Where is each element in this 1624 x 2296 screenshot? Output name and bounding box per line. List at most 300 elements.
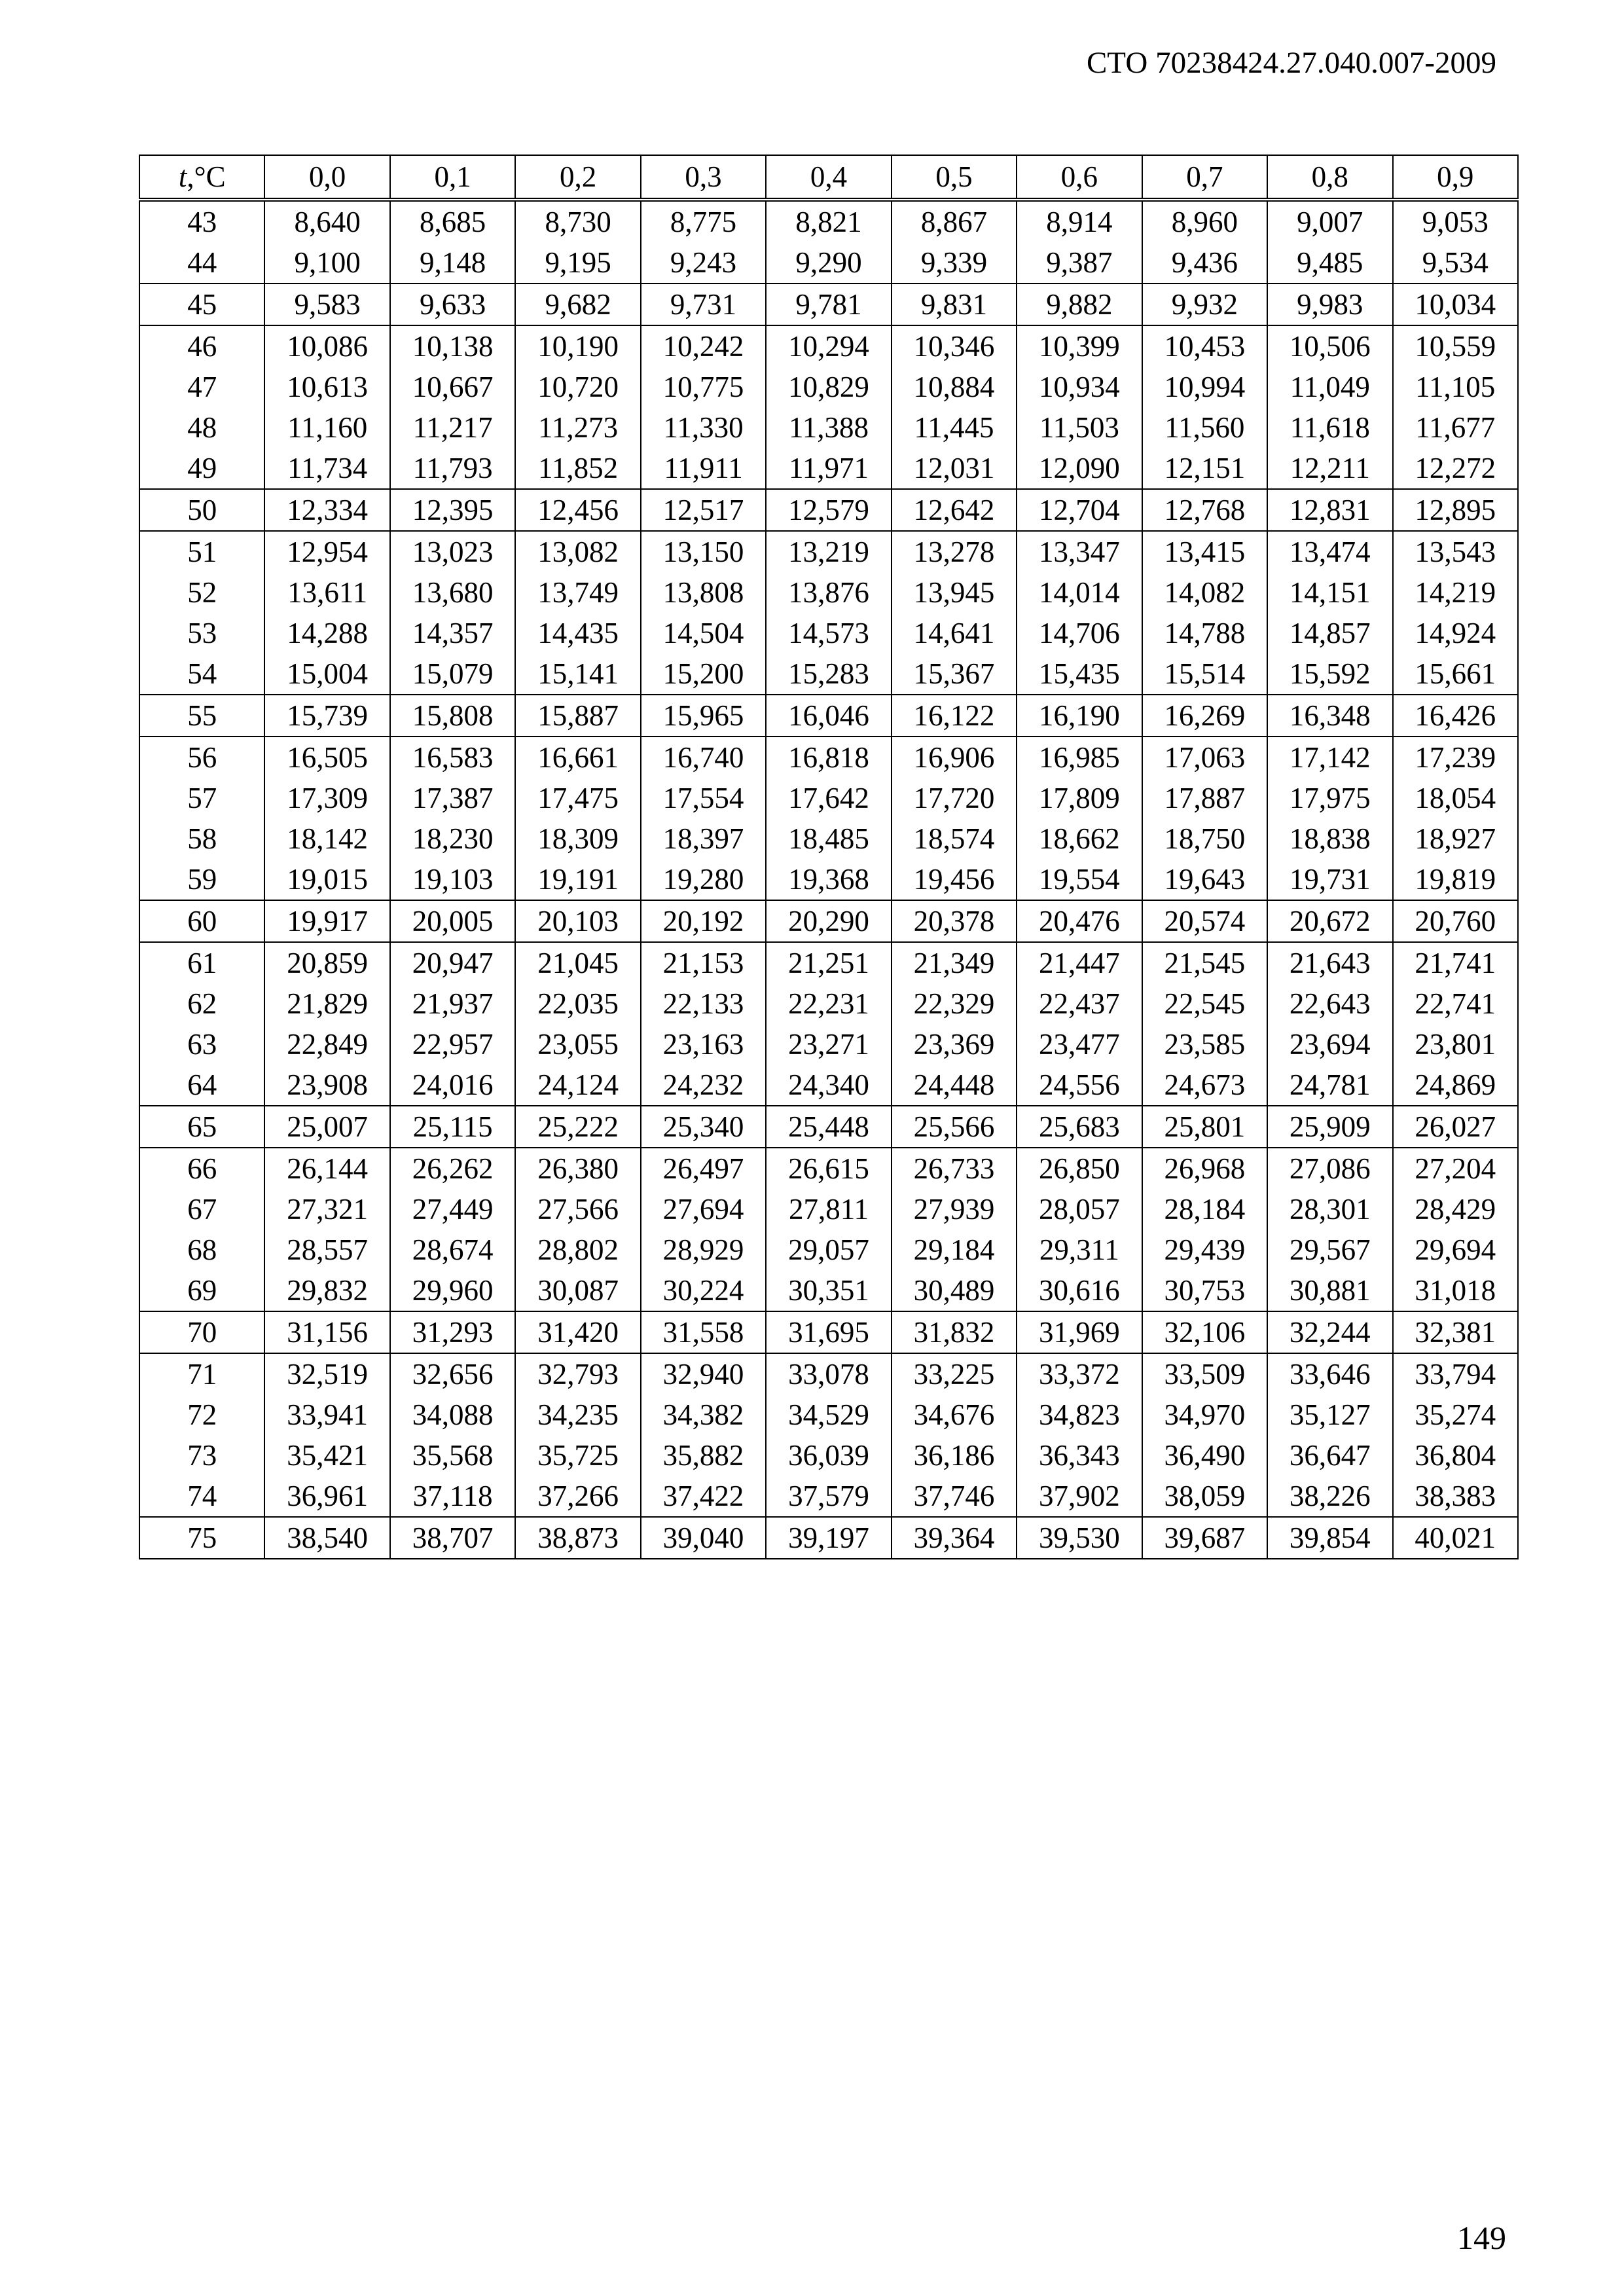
value-cell: 12,456 <box>515 489 640 531</box>
value-cell: 38,226 <box>1267 1476 1392 1517</box>
value-cell: 32,656 <box>390 1353 515 1394</box>
value-cell: 16,740 <box>641 737 766 778</box>
table-row <box>139 283 1518 325</box>
value-cell: 11,217 <box>390 407 515 448</box>
value-cell: 34,382 <box>641 1394 766 1435</box>
value-cell: 16,269 <box>1142 695 1267 737</box>
value-cell: 23,271 <box>766 1024 891 1065</box>
value-cell: 14,641 <box>892 613 1017 653</box>
value-cell: 8,914 <box>1017 200 1142 242</box>
value-cell: 26,027 <box>1393 1106 1518 1148</box>
value-cell: 24,448 <box>892 1065 1017 1106</box>
value-cell: 10,994 <box>1142 367 1267 407</box>
value-cell: 12,642 <box>892 489 1017 531</box>
value-cell: 22,741 <box>1393 983 1518 1024</box>
value-cell: 12,895 <box>1393 489 1518 531</box>
table-body <box>139 200 1518 1559</box>
temperature-cell: 43 <box>139 200 264 242</box>
value-cell: 16,046 <box>766 695 891 737</box>
value-cell: 30,616 <box>1017 1270 1142 1311</box>
value-cell: 14,014 <box>1017 572 1142 613</box>
value-cell: 9,007 <box>1267 200 1392 242</box>
value-cell: 36,961 <box>264 1476 389 1517</box>
value-cell: 28,674 <box>390 1230 515 1270</box>
value-cell: 29,439 <box>1142 1230 1267 1270</box>
value-cell: 14,857 <box>1267 613 1392 653</box>
temperature-cell: 68 <box>139 1230 264 1270</box>
temperature-cell: 63 <box>139 1024 264 1065</box>
value-cell: 19,280 <box>641 859 766 900</box>
value-cell: 12,579 <box>766 489 891 531</box>
header-column: 0,3 <box>641 155 766 200</box>
value-cell: 22,035 <box>515 983 640 1024</box>
value-cell: 21,741 <box>1393 942 1518 983</box>
value-cell: 10,829 <box>766 367 891 407</box>
value-cell: 19,917 <box>264 900 389 942</box>
value-cell: 19,731 <box>1267 859 1392 900</box>
value-cell: 17,554 <box>641 778 766 818</box>
value-cell: 30,489 <box>892 1270 1017 1311</box>
value-cell: 16,985 <box>1017 737 1142 778</box>
table-row <box>139 1311 1518 1353</box>
value-cell: 10,242 <box>641 325 766 367</box>
value-cell: 12,151 <box>1142 448 1267 489</box>
value-cell: 8,685 <box>390 200 515 242</box>
value-cell: 15,592 <box>1267 653 1392 695</box>
value-cell: 17,720 <box>892 778 1017 818</box>
value-cell: 21,829 <box>264 983 389 1024</box>
table-row <box>139 1517 1518 1559</box>
header-column: 0,1 <box>390 155 515 200</box>
value-cell: 36,804 <box>1393 1435 1518 1476</box>
value-cell: 27,449 <box>390 1189 515 1230</box>
value-cell: 12,211 <box>1267 448 1392 489</box>
value-cell: 26,615 <box>766 1148 891 1189</box>
value-cell: 36,186 <box>892 1435 1017 1476</box>
value-cell: 16,426 <box>1393 695 1518 737</box>
temperature-cell: 64 <box>139 1065 264 1106</box>
value-cell: 34,088 <box>390 1394 515 1435</box>
temperature-cell: 75 <box>139 1517 264 1559</box>
value-cell: 18,230 <box>390 818 515 859</box>
value-cell: 12,831 <box>1267 489 1392 531</box>
value-cell: 8,775 <box>641 200 766 242</box>
value-cell: 16,122 <box>892 695 1017 737</box>
value-cell: 16,661 <box>515 737 640 778</box>
value-cell: 10,453 <box>1142 325 1267 367</box>
table-row <box>139 1189 1518 1230</box>
table-row <box>139 200 1518 242</box>
value-cell: 32,519 <box>264 1353 389 1394</box>
value-cell: 39,687 <box>1142 1517 1267 1559</box>
value-cell: 12,954 <box>264 531 389 572</box>
value-cell: 34,823 <box>1017 1394 1142 1435</box>
value-cell: 13,808 <box>641 572 766 613</box>
values-table <box>139 155 1519 1559</box>
value-cell: 29,057 <box>766 1230 891 1270</box>
value-cell: 14,219 <box>1393 572 1518 613</box>
value-cell: 28,802 <box>515 1230 640 1270</box>
value-cell: 9,195 <box>515 242 640 283</box>
value-cell: 29,960 <box>390 1270 515 1311</box>
value-cell: 36,647 <box>1267 1435 1392 1476</box>
value-cell: 39,197 <box>766 1517 891 1559</box>
value-cell: 15,435 <box>1017 653 1142 695</box>
value-cell: 15,965 <box>641 695 766 737</box>
value-cell: 22,231 <box>766 983 891 1024</box>
value-cell: 12,704 <box>1017 489 1142 531</box>
value-cell: 24,340 <box>766 1065 891 1106</box>
value-cell: 37,118 <box>390 1476 515 1517</box>
value-cell: 25,566 <box>892 1106 1017 1148</box>
value-cell: 8,867 <box>892 200 1017 242</box>
value-cell: 32,244 <box>1267 1311 1392 1353</box>
value-cell: 10,086 <box>264 325 389 367</box>
value-cell: 11,160 <box>264 407 389 448</box>
temperature-cell: 44 <box>139 242 264 283</box>
value-cell: 26,850 <box>1017 1148 1142 1189</box>
value-cell: 17,387 <box>390 778 515 818</box>
value-cell: 11,049 <box>1267 367 1392 407</box>
value-cell: 33,372 <box>1017 1353 1142 1394</box>
table-row <box>139 1230 1518 1270</box>
table-row <box>139 531 1518 572</box>
value-cell: 9,731 <box>641 283 766 325</box>
value-cell: 34,235 <box>515 1394 640 1435</box>
value-cell: 12,090 <box>1017 448 1142 489</box>
value-cell: 10,559 <box>1393 325 1518 367</box>
value-cell: 24,781 <box>1267 1065 1392 1106</box>
value-cell: 14,573 <box>766 613 891 653</box>
value-cell: 11,330 <box>641 407 766 448</box>
value-cell: 11,852 <box>515 448 640 489</box>
table-row <box>139 448 1518 489</box>
value-cell: 29,567 <box>1267 1230 1392 1270</box>
header-column: 0,6 <box>1017 155 1142 200</box>
value-cell: 20,290 <box>766 900 891 942</box>
value-cell: 20,947 <box>390 942 515 983</box>
value-cell: 9,583 <box>264 283 389 325</box>
value-cell: 25,448 <box>766 1106 891 1148</box>
value-cell: 13,023 <box>390 531 515 572</box>
table-row <box>139 613 1518 653</box>
value-cell: 20,005 <box>390 900 515 942</box>
document-code-header: СТО 70238424.27.040.007-2009 <box>1086 46 1496 80</box>
value-cell: 21,937 <box>390 983 515 1024</box>
value-cell: 22,849 <box>264 1024 389 1065</box>
table-row <box>139 695 1518 737</box>
value-cell: 36,343 <box>1017 1435 1142 1476</box>
value-cell: 12,395 <box>390 489 515 531</box>
value-cell: 39,364 <box>892 1517 1017 1559</box>
value-cell: 33,794 <box>1393 1353 1518 1394</box>
value-cell: 12,517 <box>641 489 766 531</box>
value-cell: 33,646 <box>1267 1353 1392 1394</box>
value-cell: 21,045 <box>515 942 640 983</box>
value-cell: 10,775 <box>641 367 766 407</box>
table-row <box>139 983 1518 1024</box>
value-cell: 27,321 <box>264 1189 389 1230</box>
value-cell: 17,809 <box>1017 778 1142 818</box>
table-row <box>139 242 1518 283</box>
value-cell: 11,445 <box>892 407 1017 448</box>
value-cell: 9,387 <box>1017 242 1142 283</box>
value-cell: 17,309 <box>264 778 389 818</box>
value-cell: 30,753 <box>1142 1270 1267 1311</box>
value-cell: 17,975 <box>1267 778 1392 818</box>
value-cell: 37,422 <box>641 1476 766 1517</box>
value-cell: 38,540 <box>264 1517 389 1559</box>
header-column: 0,4 <box>766 155 891 200</box>
value-cell: 20,859 <box>264 942 389 983</box>
value-cell: 35,882 <box>641 1435 766 1476</box>
value-cell: 28,057 <box>1017 1189 1142 1230</box>
value-cell: 17,642 <box>766 778 891 818</box>
value-cell: 28,557 <box>264 1230 389 1270</box>
header-column: 0,9 <box>1393 155 1518 200</box>
table-row <box>139 572 1518 613</box>
value-cell: 8,960 <box>1142 200 1267 242</box>
temperature-cell: 74 <box>139 1476 264 1517</box>
value-cell: 31,156 <box>264 1311 389 1353</box>
temperature-cell: 50 <box>139 489 264 531</box>
value-cell: 14,924 <box>1393 613 1518 653</box>
value-cell: 19,191 <box>515 859 640 900</box>
temperature-cell: 46 <box>139 325 264 367</box>
header-temperature <box>139 155 264 200</box>
value-cell: 35,568 <box>390 1435 515 1476</box>
value-cell: 13,474 <box>1267 531 1392 572</box>
value-cell: 14,082 <box>1142 572 1267 613</box>
value-cell: 34,676 <box>892 1394 1017 1435</box>
table-row <box>139 1065 1518 1106</box>
header-row <box>139 155 1518 200</box>
value-cell: 10,399 <box>1017 325 1142 367</box>
value-cell: 22,133 <box>641 983 766 1024</box>
value-cell: 26,262 <box>390 1148 515 1189</box>
value-cell: 14,435 <box>515 613 640 653</box>
temperature-cell: 48 <box>139 407 264 448</box>
value-cell: 22,329 <box>892 983 1017 1024</box>
value-cell: 20,378 <box>892 900 1017 942</box>
value-cell: 35,274 <box>1393 1394 1518 1435</box>
table-row <box>139 1476 1518 1517</box>
header-column: 0,5 <box>892 155 1017 200</box>
value-cell: 16,583 <box>390 737 515 778</box>
value-cell: 28,429 <box>1393 1189 1518 1230</box>
value-cell: 24,232 <box>641 1065 766 1106</box>
value-cell: 9,339 <box>892 242 1017 283</box>
temperature-cell: 49 <box>139 448 264 489</box>
value-cell: 31,969 <box>1017 1311 1142 1353</box>
value-cell: 27,939 <box>892 1189 1017 1230</box>
value-cell: 10,034 <box>1393 283 1518 325</box>
value-cell: 13,082 <box>515 531 640 572</box>
value-cell: 13,680 <box>390 572 515 613</box>
table-row <box>139 942 1518 983</box>
value-cell: 37,902 <box>1017 1476 1142 1517</box>
value-cell: 9,633 <box>390 283 515 325</box>
value-cell: 10,506 <box>1267 325 1392 367</box>
value-cell: 18,662 <box>1017 818 1142 859</box>
table-header <box>139 155 1518 200</box>
value-cell: 38,873 <box>515 1517 640 1559</box>
table-row <box>139 1435 1518 1476</box>
value-cell: 13,749 <box>515 572 640 613</box>
value-cell: 24,124 <box>515 1065 640 1106</box>
value-cell: 9,100 <box>264 242 389 283</box>
value-cell: 14,504 <box>641 613 766 653</box>
value-cell: 29,694 <box>1393 1230 1518 1270</box>
temperature-cell: 58 <box>139 818 264 859</box>
value-cell: 13,278 <box>892 531 1017 572</box>
value-cell: 28,929 <box>641 1230 766 1270</box>
value-cell: 27,811 <box>766 1189 891 1230</box>
value-cell: 12,334 <box>264 489 389 531</box>
value-cell: 24,016 <box>390 1065 515 1106</box>
value-cell: 13,611 <box>264 572 389 613</box>
value-cell: 11,677 <box>1393 407 1518 448</box>
header-column: 0,7 <box>1142 155 1267 200</box>
value-cell: 37,266 <box>515 1476 640 1517</box>
values-table-container <box>139 155 1519 1559</box>
value-cell: 23,908 <box>264 1065 389 1106</box>
value-cell: 26,733 <box>892 1148 1017 1189</box>
value-cell: 31,420 <box>515 1311 640 1353</box>
value-cell: 11,734 <box>264 448 389 489</box>
value-cell: 30,881 <box>1267 1270 1392 1311</box>
value-cell: 17,475 <box>515 778 640 818</box>
value-cell: 9,148 <box>390 242 515 283</box>
temperature-cell: 62 <box>139 983 264 1024</box>
table-row <box>139 1024 1518 1065</box>
value-cell: 22,437 <box>1017 983 1142 1024</box>
value-cell: 18,574 <box>892 818 1017 859</box>
value-cell: 25,115 <box>390 1106 515 1148</box>
temperature-cell: 53 <box>139 613 264 653</box>
value-cell: 15,079 <box>390 653 515 695</box>
value-cell: 10,667 <box>390 367 515 407</box>
value-cell: 15,367 <box>892 653 1017 695</box>
table-row <box>139 818 1518 859</box>
value-cell: 9,682 <box>515 283 640 325</box>
value-cell: 26,380 <box>515 1148 640 1189</box>
value-cell: 29,832 <box>264 1270 389 1311</box>
value-cell: 19,368 <box>766 859 891 900</box>
value-cell: 25,007 <box>264 1106 389 1148</box>
table-row <box>139 489 1518 531</box>
value-cell: 11,793 <box>390 448 515 489</box>
value-cell: 11,105 <box>1393 367 1518 407</box>
temperature-cell: 51 <box>139 531 264 572</box>
temperature-cell: 67 <box>139 1189 264 1230</box>
temperature-cell: 72 <box>139 1394 264 1435</box>
value-cell: 25,340 <box>641 1106 766 1148</box>
value-cell: 40,021 <box>1393 1517 1518 1559</box>
value-cell: 28,184 <box>1142 1189 1267 1230</box>
table-row <box>139 1353 1518 1394</box>
value-cell: 13,219 <box>766 531 891 572</box>
value-cell: 9,053 <box>1393 200 1518 242</box>
value-cell: 18,485 <box>766 818 891 859</box>
value-cell: 38,383 <box>1393 1476 1518 1517</box>
value-cell: 26,497 <box>641 1148 766 1189</box>
value-cell: 23,694 <box>1267 1024 1392 1065</box>
value-cell: 22,643 <box>1267 983 1392 1024</box>
value-cell: 9,831 <box>892 283 1017 325</box>
value-cell: 25,801 <box>1142 1106 1267 1148</box>
value-cell: 25,222 <box>515 1106 640 1148</box>
temperature-cell: 54 <box>139 653 264 695</box>
value-cell: 32,793 <box>515 1353 640 1394</box>
value-cell: 10,720 <box>515 367 640 407</box>
value-cell: 16,505 <box>264 737 389 778</box>
value-cell: 11,618 <box>1267 407 1392 448</box>
value-cell: 13,876 <box>766 572 891 613</box>
value-cell: 13,543 <box>1393 531 1518 572</box>
value-cell: 14,357 <box>390 613 515 653</box>
value-cell: 11,388 <box>766 407 891 448</box>
value-cell: 11,273 <box>515 407 640 448</box>
value-cell: 23,055 <box>515 1024 640 1065</box>
value-cell: 11,503 <box>1017 407 1142 448</box>
value-cell: 10,613 <box>264 367 389 407</box>
header-temperature-unit: ,°C <box>187 160 226 193</box>
value-cell: 21,643 <box>1267 942 1392 983</box>
value-cell: 18,927 <box>1393 818 1518 859</box>
value-cell: 39,854 <box>1267 1517 1392 1559</box>
value-cell: 31,018 <box>1393 1270 1518 1311</box>
value-cell: 27,566 <box>515 1189 640 1230</box>
temperature-cell: 45 <box>139 283 264 325</box>
temperature-cell: 65 <box>139 1106 264 1148</box>
value-cell: 24,556 <box>1017 1065 1142 1106</box>
value-cell: 20,476 <box>1017 900 1142 942</box>
value-cell: 13,347 <box>1017 531 1142 572</box>
value-cell: 17,887 <box>1142 778 1267 818</box>
header-column: 0,8 <box>1267 155 1392 200</box>
value-cell: 20,760 <box>1393 900 1518 942</box>
value-cell: 15,283 <box>766 653 891 695</box>
value-cell: 9,485 <box>1267 242 1392 283</box>
table-row <box>139 1148 1518 1189</box>
value-cell: 20,672 <box>1267 900 1392 942</box>
value-cell: 19,819 <box>1393 859 1518 900</box>
value-cell: 23,477 <box>1017 1024 1142 1065</box>
value-cell: 21,251 <box>766 942 891 983</box>
value-cell: 35,725 <box>515 1435 640 1476</box>
value-cell: 31,293 <box>390 1311 515 1353</box>
value-cell: 35,421 <box>264 1435 389 1476</box>
value-cell: 11,560 <box>1142 407 1267 448</box>
temperature-cell: 52 <box>139 572 264 613</box>
value-cell: 37,746 <box>892 1476 1017 1517</box>
value-cell: 15,141 <box>515 653 640 695</box>
value-cell: 38,059 <box>1142 1476 1267 1517</box>
value-cell: 20,192 <box>641 900 766 942</box>
value-cell: 9,534 <box>1393 242 1518 283</box>
table-row <box>139 1394 1518 1435</box>
page-number: 149 <box>1457 2219 1506 2256</box>
value-cell: 21,153 <box>641 942 766 983</box>
value-cell: 27,694 <box>641 1189 766 1230</box>
value-cell: 18,838 <box>1267 818 1392 859</box>
value-cell: 32,106 <box>1142 1311 1267 1353</box>
value-cell: 15,661 <box>1393 653 1518 695</box>
value-cell: 23,163 <box>641 1024 766 1065</box>
value-cell: 27,204 <box>1393 1148 1518 1189</box>
value-cell: 12,031 <box>892 448 1017 489</box>
